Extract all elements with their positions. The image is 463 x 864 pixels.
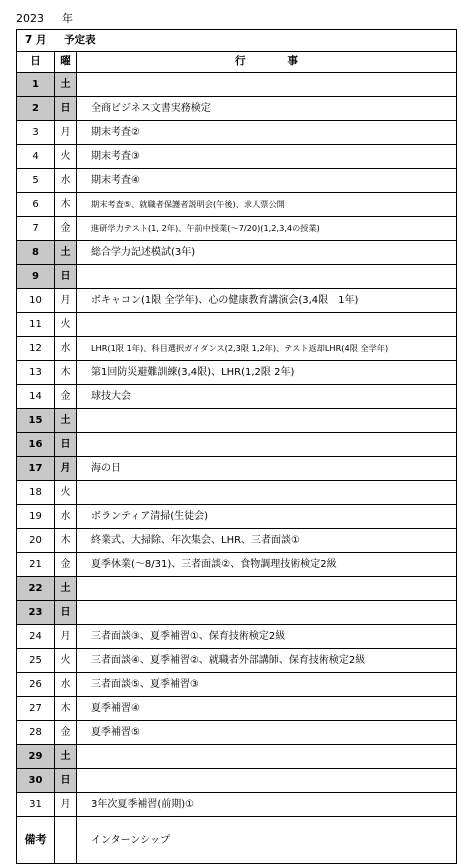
day-cell: 12 (17, 337, 55, 361)
table-row (17, 745, 457, 769)
table-row (17, 721, 457, 745)
table-row (17, 697, 457, 721)
day-cell: 11 (17, 313, 55, 337)
weekday-cell: 金 (55, 217, 77, 241)
schedule-rows (17, 73, 457, 817)
title-month: 7 (25, 33, 33, 46)
table-row (17, 121, 457, 145)
weekday-cell: 火 (55, 145, 77, 169)
day-cell: 4 (17, 145, 55, 169)
weekday-cell: 土 (55, 409, 77, 433)
day-cell: 5 (17, 169, 55, 193)
weekday-cell: 火 (55, 313, 77, 337)
event-cell: 夏季補習④ (77, 697, 457, 721)
day-cell: 9 (17, 265, 55, 289)
event-cell (77, 73, 457, 97)
weekday-cell: 金 (55, 721, 77, 745)
column-header-event-b: 事 (287, 55, 299, 68)
day-cell: 15 (17, 409, 55, 433)
table-row (17, 145, 457, 169)
table-row (17, 769, 457, 793)
weekday-cell: 水 (55, 505, 77, 529)
event-cell: 夏季休業(～8/31)、三者面談②、食物調理技術検定2級 (77, 553, 457, 577)
title-month-label: 月 (35, 33, 47, 46)
day-cell: 29 (17, 745, 55, 769)
day-cell: 2 (17, 97, 55, 121)
table-row (17, 481, 457, 505)
table-row (17, 97, 457, 121)
column-header-day: 日 (17, 52, 55, 73)
table-row (17, 577, 457, 601)
day-cell: 3 (17, 121, 55, 145)
day-cell: 7 (17, 217, 55, 241)
weekday-cell: 土 (55, 745, 77, 769)
weekday-cell: 水 (55, 337, 77, 361)
event-cell (77, 745, 457, 769)
weekday-cell: 月 (55, 121, 77, 145)
event-cell: 夏季補習⑤ (77, 721, 457, 745)
notes-weekday (55, 817, 77, 864)
event-cell: 進研学力テスト(1, 2年)、午前中授業(～7/20)(1,2,3,4の授業) (77, 217, 457, 241)
day-cell: 20 (17, 529, 55, 553)
title-suffix: 予定表 (64, 33, 96, 46)
event-cell (77, 577, 457, 601)
day-cell: 1 (17, 73, 55, 97)
event-cell (77, 433, 457, 457)
weekday-cell: 月 (55, 457, 77, 481)
day-cell: 6 (17, 193, 55, 217)
day-cell: 18 (17, 481, 55, 505)
event-cell (77, 409, 457, 433)
table-row (17, 169, 457, 193)
year-label: 年 (62, 12, 73, 25)
day-cell: 13 (17, 361, 55, 385)
weekday-cell: 木 (55, 361, 77, 385)
event-cell: ボランティア清掃(生徒会) (77, 505, 457, 529)
weekday-cell: 月 (55, 625, 77, 649)
event-cell: 期末考査③ (77, 145, 457, 169)
event-cell (77, 769, 457, 793)
table-row (17, 625, 457, 649)
table-row (17, 73, 457, 97)
weekday-cell: 水 (55, 673, 77, 697)
table-row (17, 673, 457, 697)
table-row (17, 505, 457, 529)
day-cell: 8 (17, 241, 55, 265)
weekday-cell: 月 (55, 793, 77, 817)
table-row (17, 409, 457, 433)
day-cell: 24 (17, 625, 55, 649)
table-row (17, 433, 457, 457)
column-header-event-a: 行 (235, 55, 246, 68)
weekday-cell: 日 (55, 433, 77, 457)
weekday-cell: 金 (55, 385, 77, 409)
event-cell: 全商ビジネス文書実務検定 (77, 97, 457, 121)
weekday-cell: 日 (55, 265, 77, 289)
weekday-cell: 土 (55, 73, 77, 97)
table-row (17, 361, 457, 385)
event-cell: 総合学力記述模試(3年) (77, 241, 457, 265)
weekday-cell: 木 (55, 193, 77, 217)
day-cell: 31 (17, 793, 55, 817)
table-row (17, 193, 457, 217)
day-cell: 16 (17, 433, 55, 457)
day-cell: 23 (17, 601, 55, 625)
table-row (17, 553, 457, 577)
day-cell: 17 (17, 457, 55, 481)
day-cell: 14 (17, 385, 55, 409)
event-cell: 期末考査④ (77, 169, 457, 193)
day-cell: 10 (17, 289, 55, 313)
event-cell: 第1回防災避難訓練(3,4限)、LHR(1,2限 2年) (77, 361, 457, 385)
event-cell: 三者面談③、夏季補習①、保育技術検定2級 (77, 625, 457, 649)
table-title-row (17, 30, 457, 52)
event-cell: 海の日 (77, 457, 457, 481)
notes-label: 備考 (17, 817, 55, 864)
weekday-cell: 土 (55, 241, 77, 265)
event-cell: 三者面談⑤、夏季補習③ (77, 673, 457, 697)
weekday-cell: 金 (55, 553, 77, 577)
weekday-cell: 月 (55, 289, 77, 313)
event-cell (77, 313, 457, 337)
weekday-cell: 水 (55, 169, 77, 193)
day-cell: 21 (17, 553, 55, 577)
schedule-table (16, 29, 457, 864)
event-cell (77, 481, 457, 505)
notes-row (17, 817, 457, 864)
table-title (17, 30, 457, 52)
event-cell: 球技大会 (77, 385, 457, 409)
day-cell: 27 (17, 697, 55, 721)
table-row (17, 649, 457, 673)
day-cell: 25 (17, 649, 55, 673)
weekday-cell: 火 (55, 481, 77, 505)
column-header-weekday: 曜 (55, 52, 77, 73)
day-cell: 30 (17, 769, 55, 793)
table-row (17, 241, 457, 265)
event-cell (77, 265, 457, 289)
event-cell: 終業式、大掃除、年次集会、LHR、三者面談① (77, 529, 457, 553)
day-cell: 26 (17, 673, 55, 697)
weekday-cell: 木 (55, 529, 77, 553)
weekday-cell: 日 (55, 97, 77, 121)
weekday-cell: 土 (55, 577, 77, 601)
year-heading (16, 10, 73, 26)
table-row (17, 313, 457, 337)
table-row (17, 601, 457, 625)
event-cell: 期末考査② (77, 121, 457, 145)
table-row (17, 457, 457, 481)
table-row (17, 289, 457, 313)
event-cell (77, 601, 457, 625)
weekday-cell: 火 (55, 649, 77, 673)
table-row (17, 793, 457, 817)
column-header-row (17, 52, 457, 73)
year-number: 2023 (16, 12, 44, 25)
table-row (17, 529, 457, 553)
weekday-cell: 日 (55, 601, 77, 625)
weekday-cell: 木 (55, 697, 77, 721)
table-row (17, 265, 457, 289)
event-cell: 三者面談④、夏季補習②、就職者外部講師、保育技術検定2級 (77, 649, 457, 673)
day-cell: 19 (17, 505, 55, 529)
column-header-event (77, 52, 457, 73)
table-row (17, 217, 457, 241)
notes-event: インターンシップ (77, 817, 457, 864)
table-row (17, 337, 457, 361)
event-cell: 3年次夏季補習(前期)① (77, 793, 457, 817)
weekday-cell: 日 (55, 769, 77, 793)
table-row (17, 385, 457, 409)
day-cell: 22 (17, 577, 55, 601)
day-cell: 28 (17, 721, 55, 745)
event-cell: LHR(1限 1年)、科目選択ガイダンス(2,3限 1,2年)、テスト返却LHR(4限 全学年) (77, 337, 457, 361)
event-cell: 期末考査⑤、就職者保護者説明会(午後)、求人票公開 (77, 193, 457, 217)
event-cell: ボキャコン(1限 全学年)、心の健康教育講演会(3,4限 1年) (77, 289, 457, 313)
